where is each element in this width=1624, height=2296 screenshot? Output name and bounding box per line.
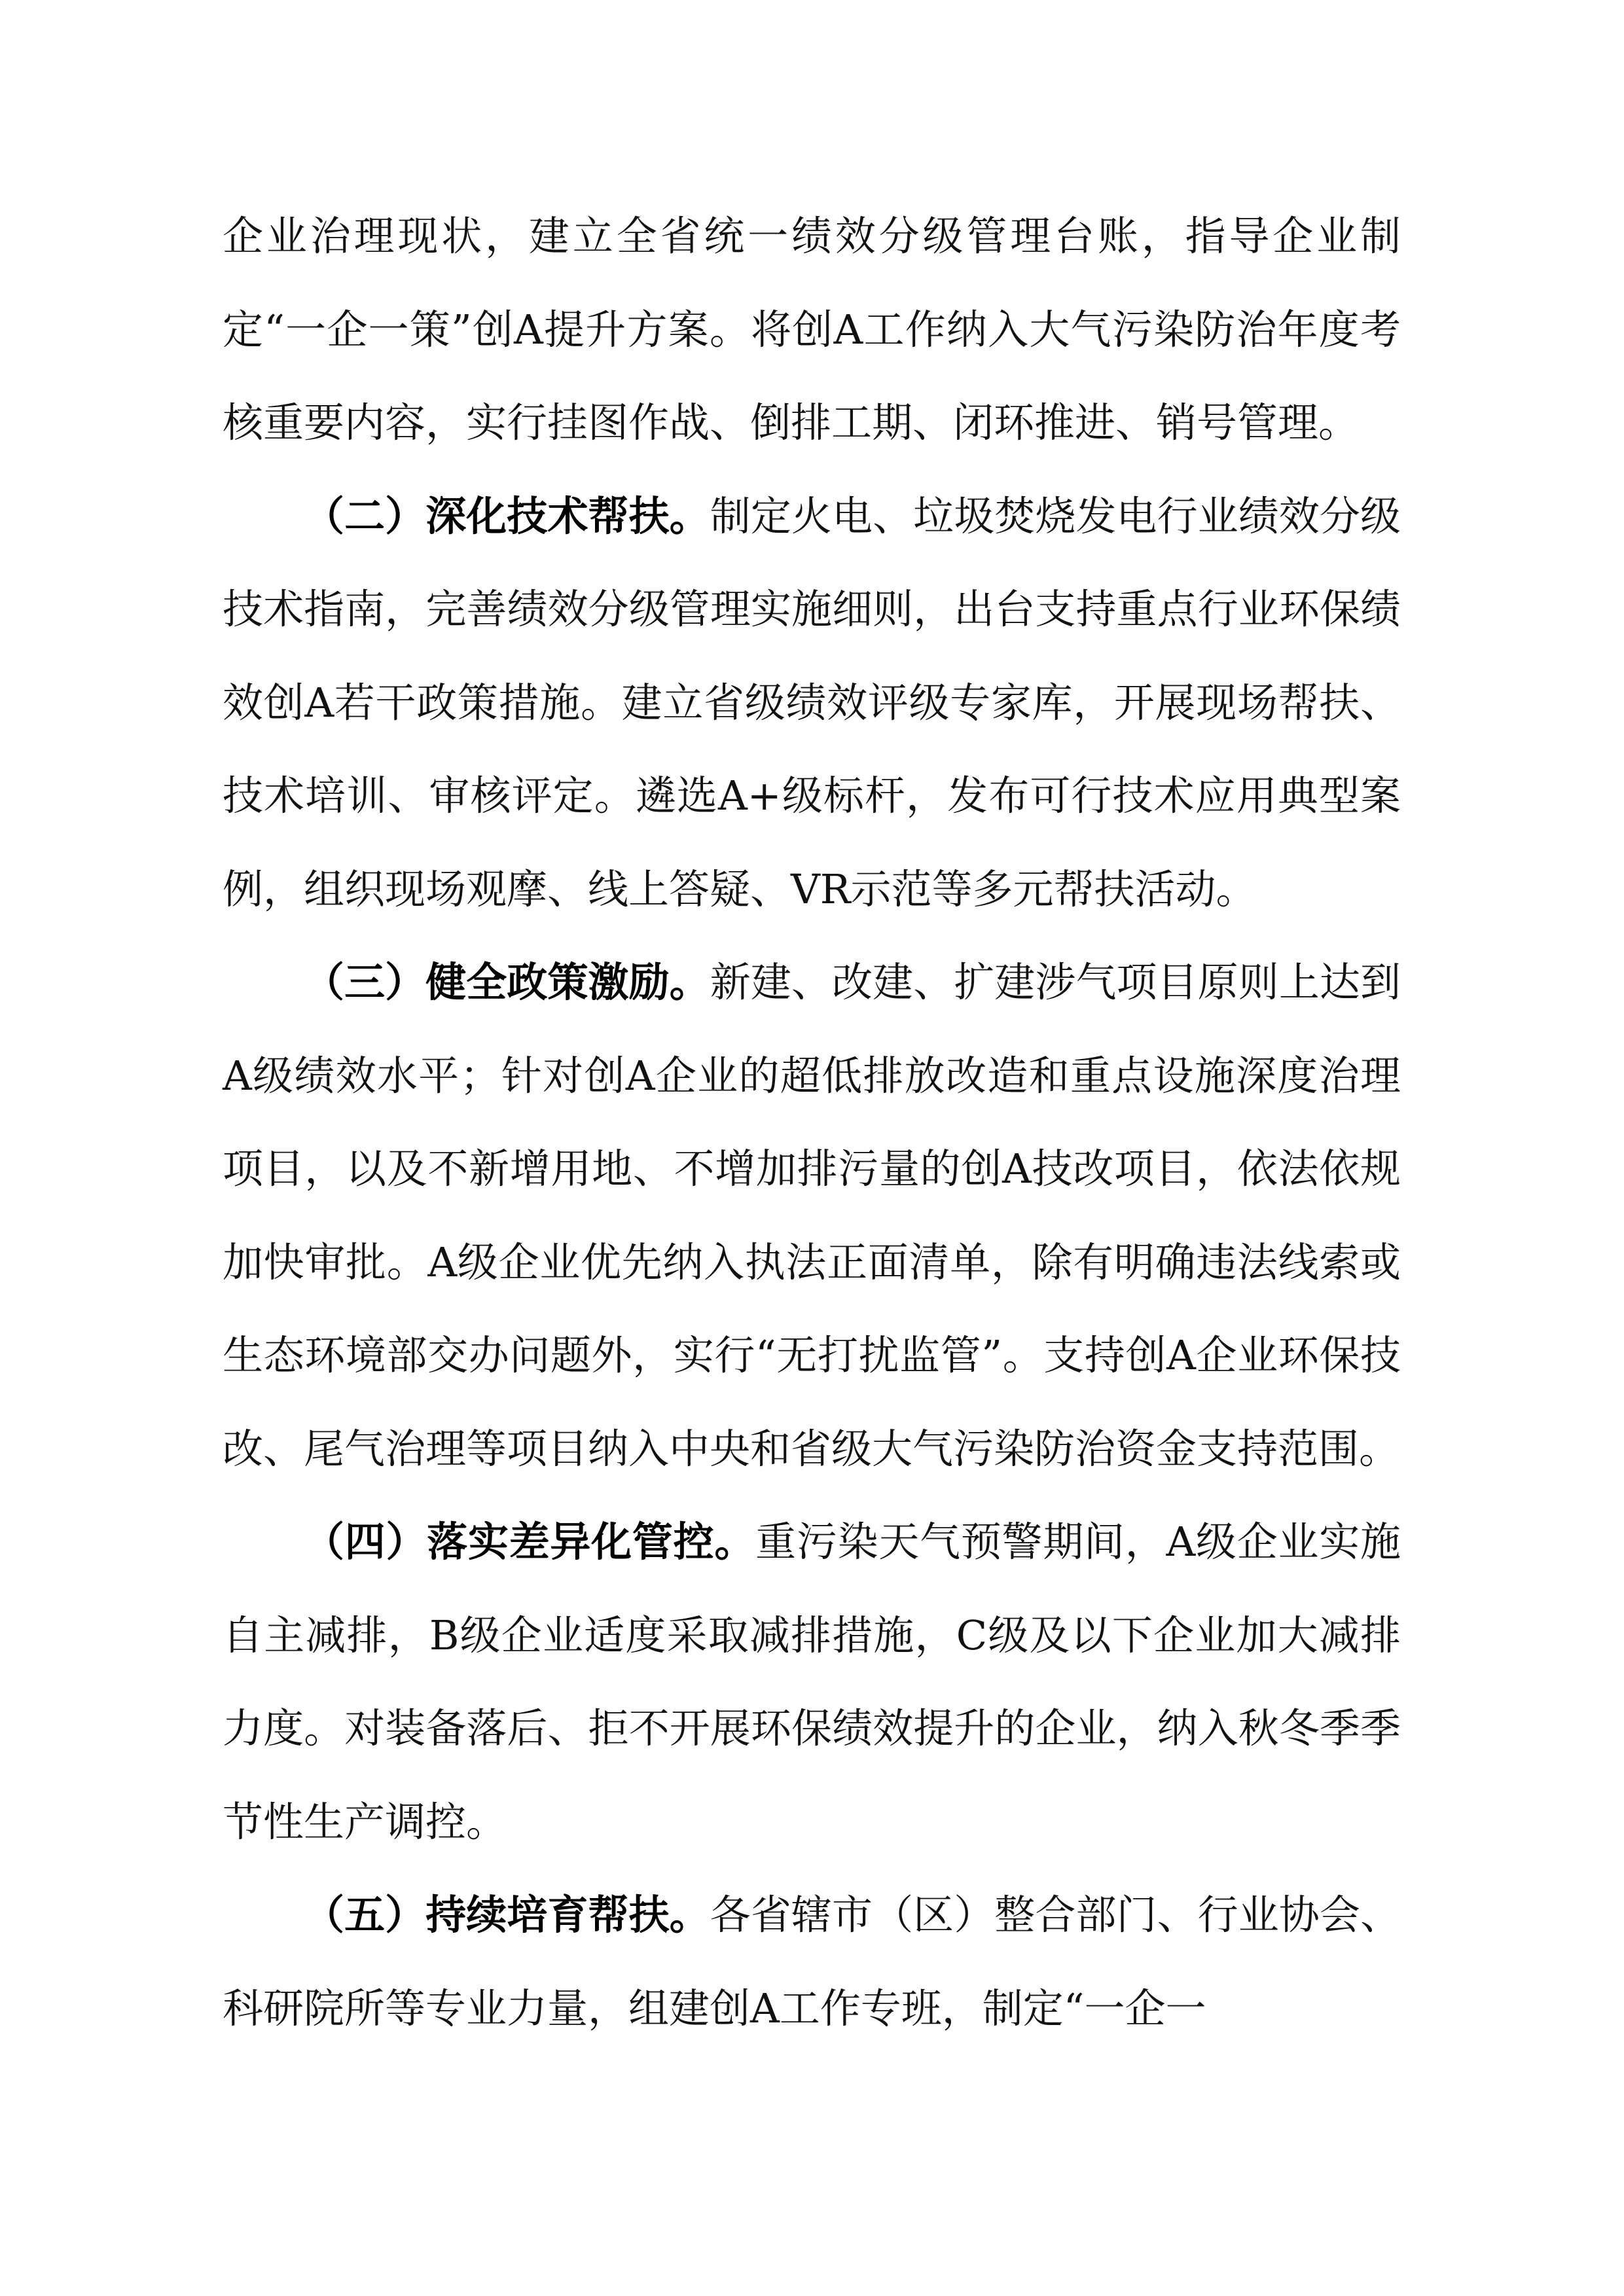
paragraph-continuation bbox=[223, 190, 1401, 470]
section-heading-4: （四）落实差异化管控。 bbox=[304, 1518, 756, 1566]
paragraph-text: 新建、改建、扩建涉气项目原则上达到A级绩效水平；针对创A企业的超低排放改造和重点设施深度治理项目，以及不新增用地、不增加排污量的创A技改项目，依法依规加快审批。A级企业优先纳入执法正面清单，除有明确违法线索或生态环境部交办问题外，实行“无打扰监管”。支持创A企业环保技改、尾气治理等项目纳入中央和省级大气污染防治资金支持范围。 bbox=[223, 958, 1401, 1473]
section-heading-5: （五）持续培育帮扶。 bbox=[304, 1891, 710, 1939]
paragraph-text: 企业治理现状，建立全省统一绩效分级管理台账，指导企业制定“一企一策”创A提升方案。将创A工作纳入大气污染防治年度考核重要内容，实行挂图作战、倒排工期、闭环推进、销号管理。 bbox=[223, 212, 1401, 446]
paragraph-differentiated-control bbox=[223, 1496, 1401, 1869]
paragraph-technical-support bbox=[223, 470, 1401, 937]
section-heading-3: （三）健全政策激励。 bbox=[304, 958, 710, 1006]
paragraph-text: 各省辖市（区）整合部门、行业协会、科研院所等专业力量，组建创A工作专班，制定“一企一 bbox=[223, 1891, 1401, 2032]
paragraph-continued-support bbox=[223, 1869, 1401, 2055]
paragraph-text: 制定火电、垃圾焚烧发电行业绩效分级技术指南，完善绩效分级管理实施细则，出台支持重点行业环保绩效创A若干政策措施。建立省级绩效评级专家库，开展现场帮扶、技术培训、审核评定。遴选A+级标杆，发布可行技术应用典型案例，组织现场观摩、线上答疑、VR示范等多元帮扶活动。 bbox=[223, 492, 1401, 913]
paragraph-policy-incentives bbox=[223, 936, 1401, 1496]
paragraph-text: 重污染天气预警期间，A级企业实施自主减排，B级企业适度采取减排措施，C级及以下企业加大减排力度。对装备落后、拒不开展环保绩效提升的企业，纳入秋冬季季节性生产调控。 bbox=[223, 1518, 1401, 1846]
section-heading-2: （二）深化技术帮扶。 bbox=[304, 492, 710, 540]
document-body bbox=[223, 190, 1401, 2055]
